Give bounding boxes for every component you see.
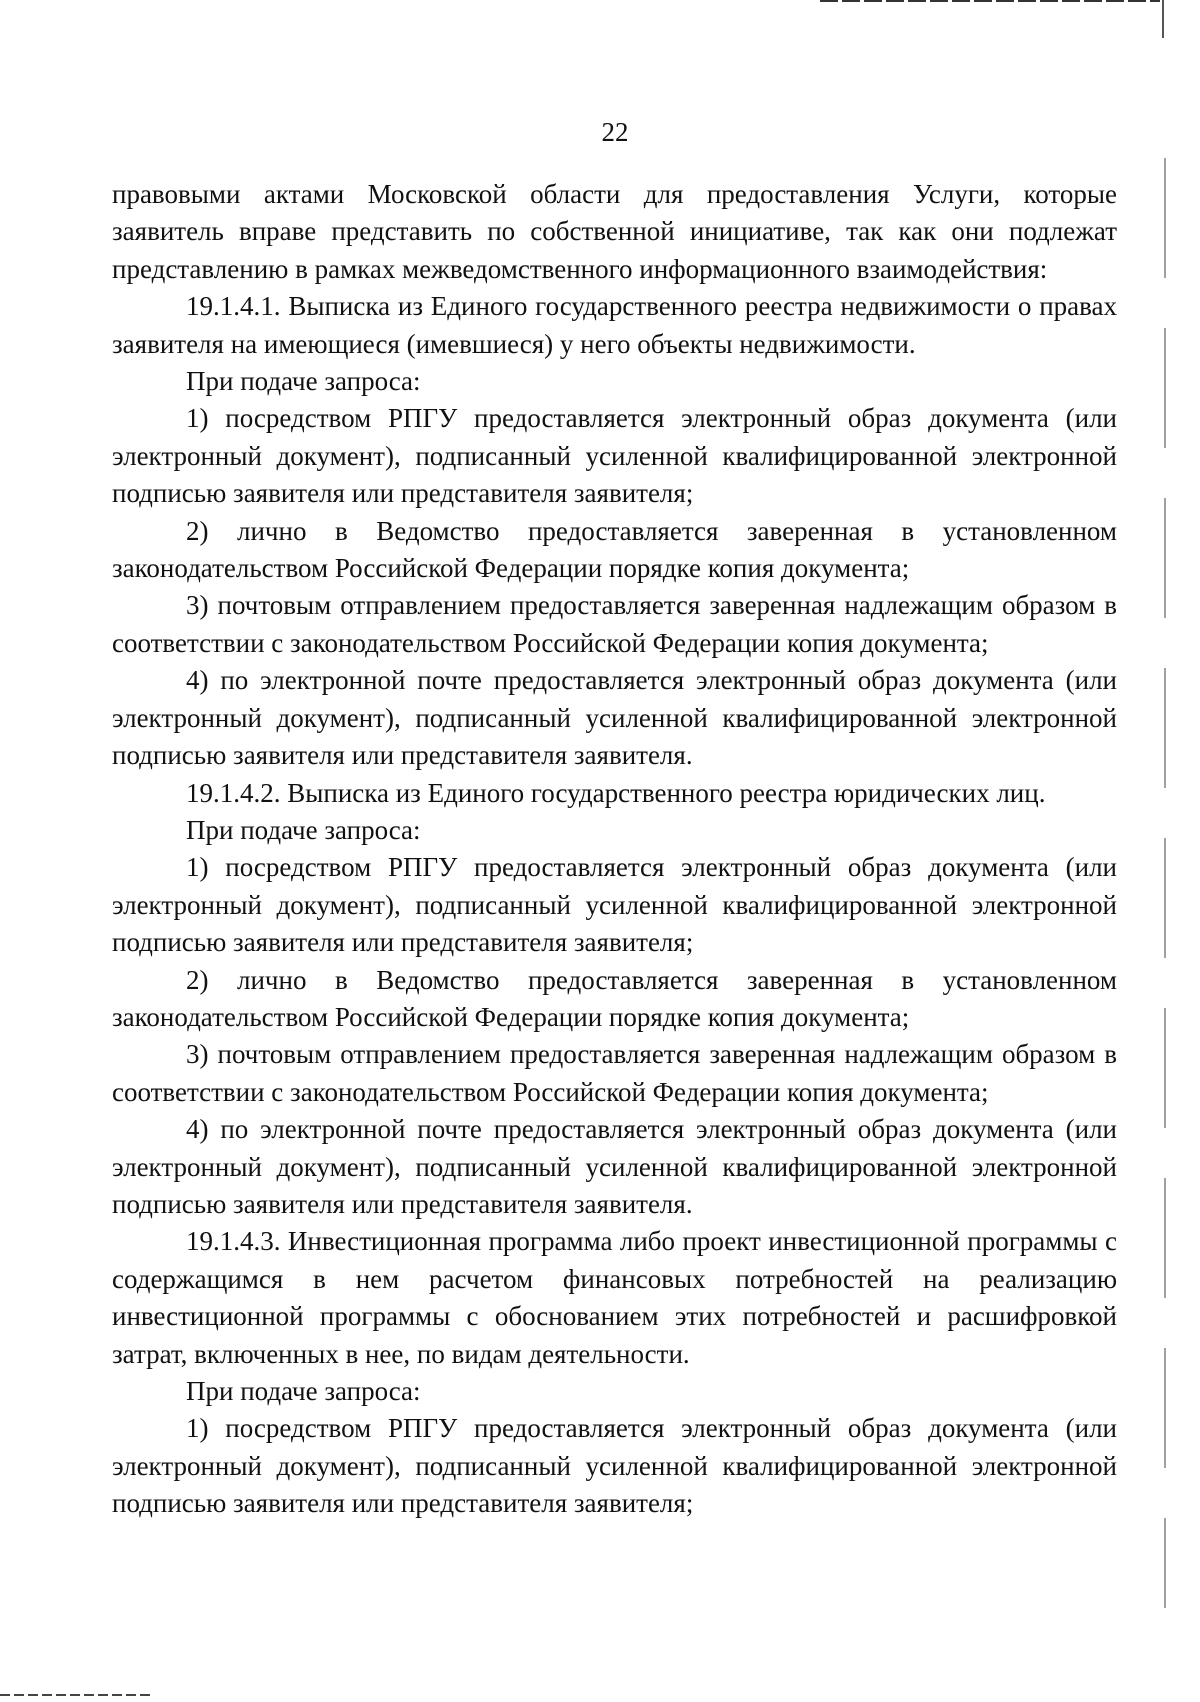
paragraph-6: 4) по электронной почте предоставляется электронный образ документа (или электронный документ), подписанный усиленной квалифицированной электронной подписью заявителя или представителя заявителя.	[112, 665, 1117, 771]
paragraph-5: 3) почтовым отправлением предоставляется заверенная надлежащим образом в соответствии с законодательством Российской Федерации копия документа;	[112, 590, 1117, 658]
scan-edge-top	[820, 0, 1160, 2]
paragraph-7: 19.1.4.2. Выписка из Единого государственного реестра юридических лиц.	[186, 777, 1046, 808]
paragraph-9: 1) посредством РПГУ предоставляется электронный образ документа (или электронный документ), подписанный усиленной квалифицированной электронной подписью заявителя или представителя заявителя;	[112, 852, 1117, 958]
paragraph-13: 19.1.4.3. Инвестиционная программа либо проект инвестиционной программы с содержащимся в нем расчетом финансовых потребностей на реализацию инвестиционной программы с обоснованием этих потребностей и расшифровкой затрат, включенных в нее, по видам деятельности.	[112, 1226, 1117, 1369]
paragraph-14: При подаче запроса:	[186, 1376, 421, 1406]
paragraph-8: При подаче запроса:	[186, 814, 421, 845]
paragraph-1: 19.1.4.1. Выписка из Единого государственного реестра недвижимости о правах заявителя на имеющиеся (имевшиеся) у него объекты недвижимости.	[112, 291, 1117, 359]
scan-edge-right-top	[1162, 0, 1164, 38]
paragraph-12: 4) по электронной почте предоставляется электронный образ документа (или электронный документ), подписанный усиленной квалифицированной электронной подписью заявителя или представителя заявителя.	[112, 1114, 1117, 1219]
paragraph-2: При подаче запроса:	[186, 366, 421, 397]
paragraph-3: 1) посредством РПГУ предоставляется электронный образ документа (или электронный документ), подписанный усиленной квалифицированной электронной подписью заявителя или представителя заявителя;	[112, 403, 1117, 509]
paragraph-15: 1) посредством РПГУ предоставляется электронный образ документа (или электронный документ), подписанный усиленной квалифицированной электронной подписью заявителя или представителя заявителя;	[112, 1413, 1117, 1519]
document-body	[112, 176, 1117, 1523]
scan-edge-bottom	[0, 1694, 150, 1696]
scan-edge-right	[1164, 158, 1166, 1608]
paragraph-4: 2) лично в Ведомство предоставляется заверенная в установленном законодательством Российской Федерации порядке копия документа;	[112, 515, 1117, 584]
paragraph-11: 3) почтовым отправлением предоставляется заверенная надлежащим образом в соответствии с законодательством Российской Федерации копия документа;	[112, 1039, 1117, 1107]
paragraph-0: правовыми актами Московской области для предоставления Услуги, которые заявитель вправе представить по собственной инициативе, так как они подлежат представлению в рамках межведомственного информационного взаимодействия:	[112, 179, 1117, 284]
paragraph-10: 2) лично в Ведомство предоставляется заверенная в установленном законодательством Российской Федерации порядке копия документа;	[112, 964, 1117, 1032]
page-number: 22	[601, 117, 629, 147]
